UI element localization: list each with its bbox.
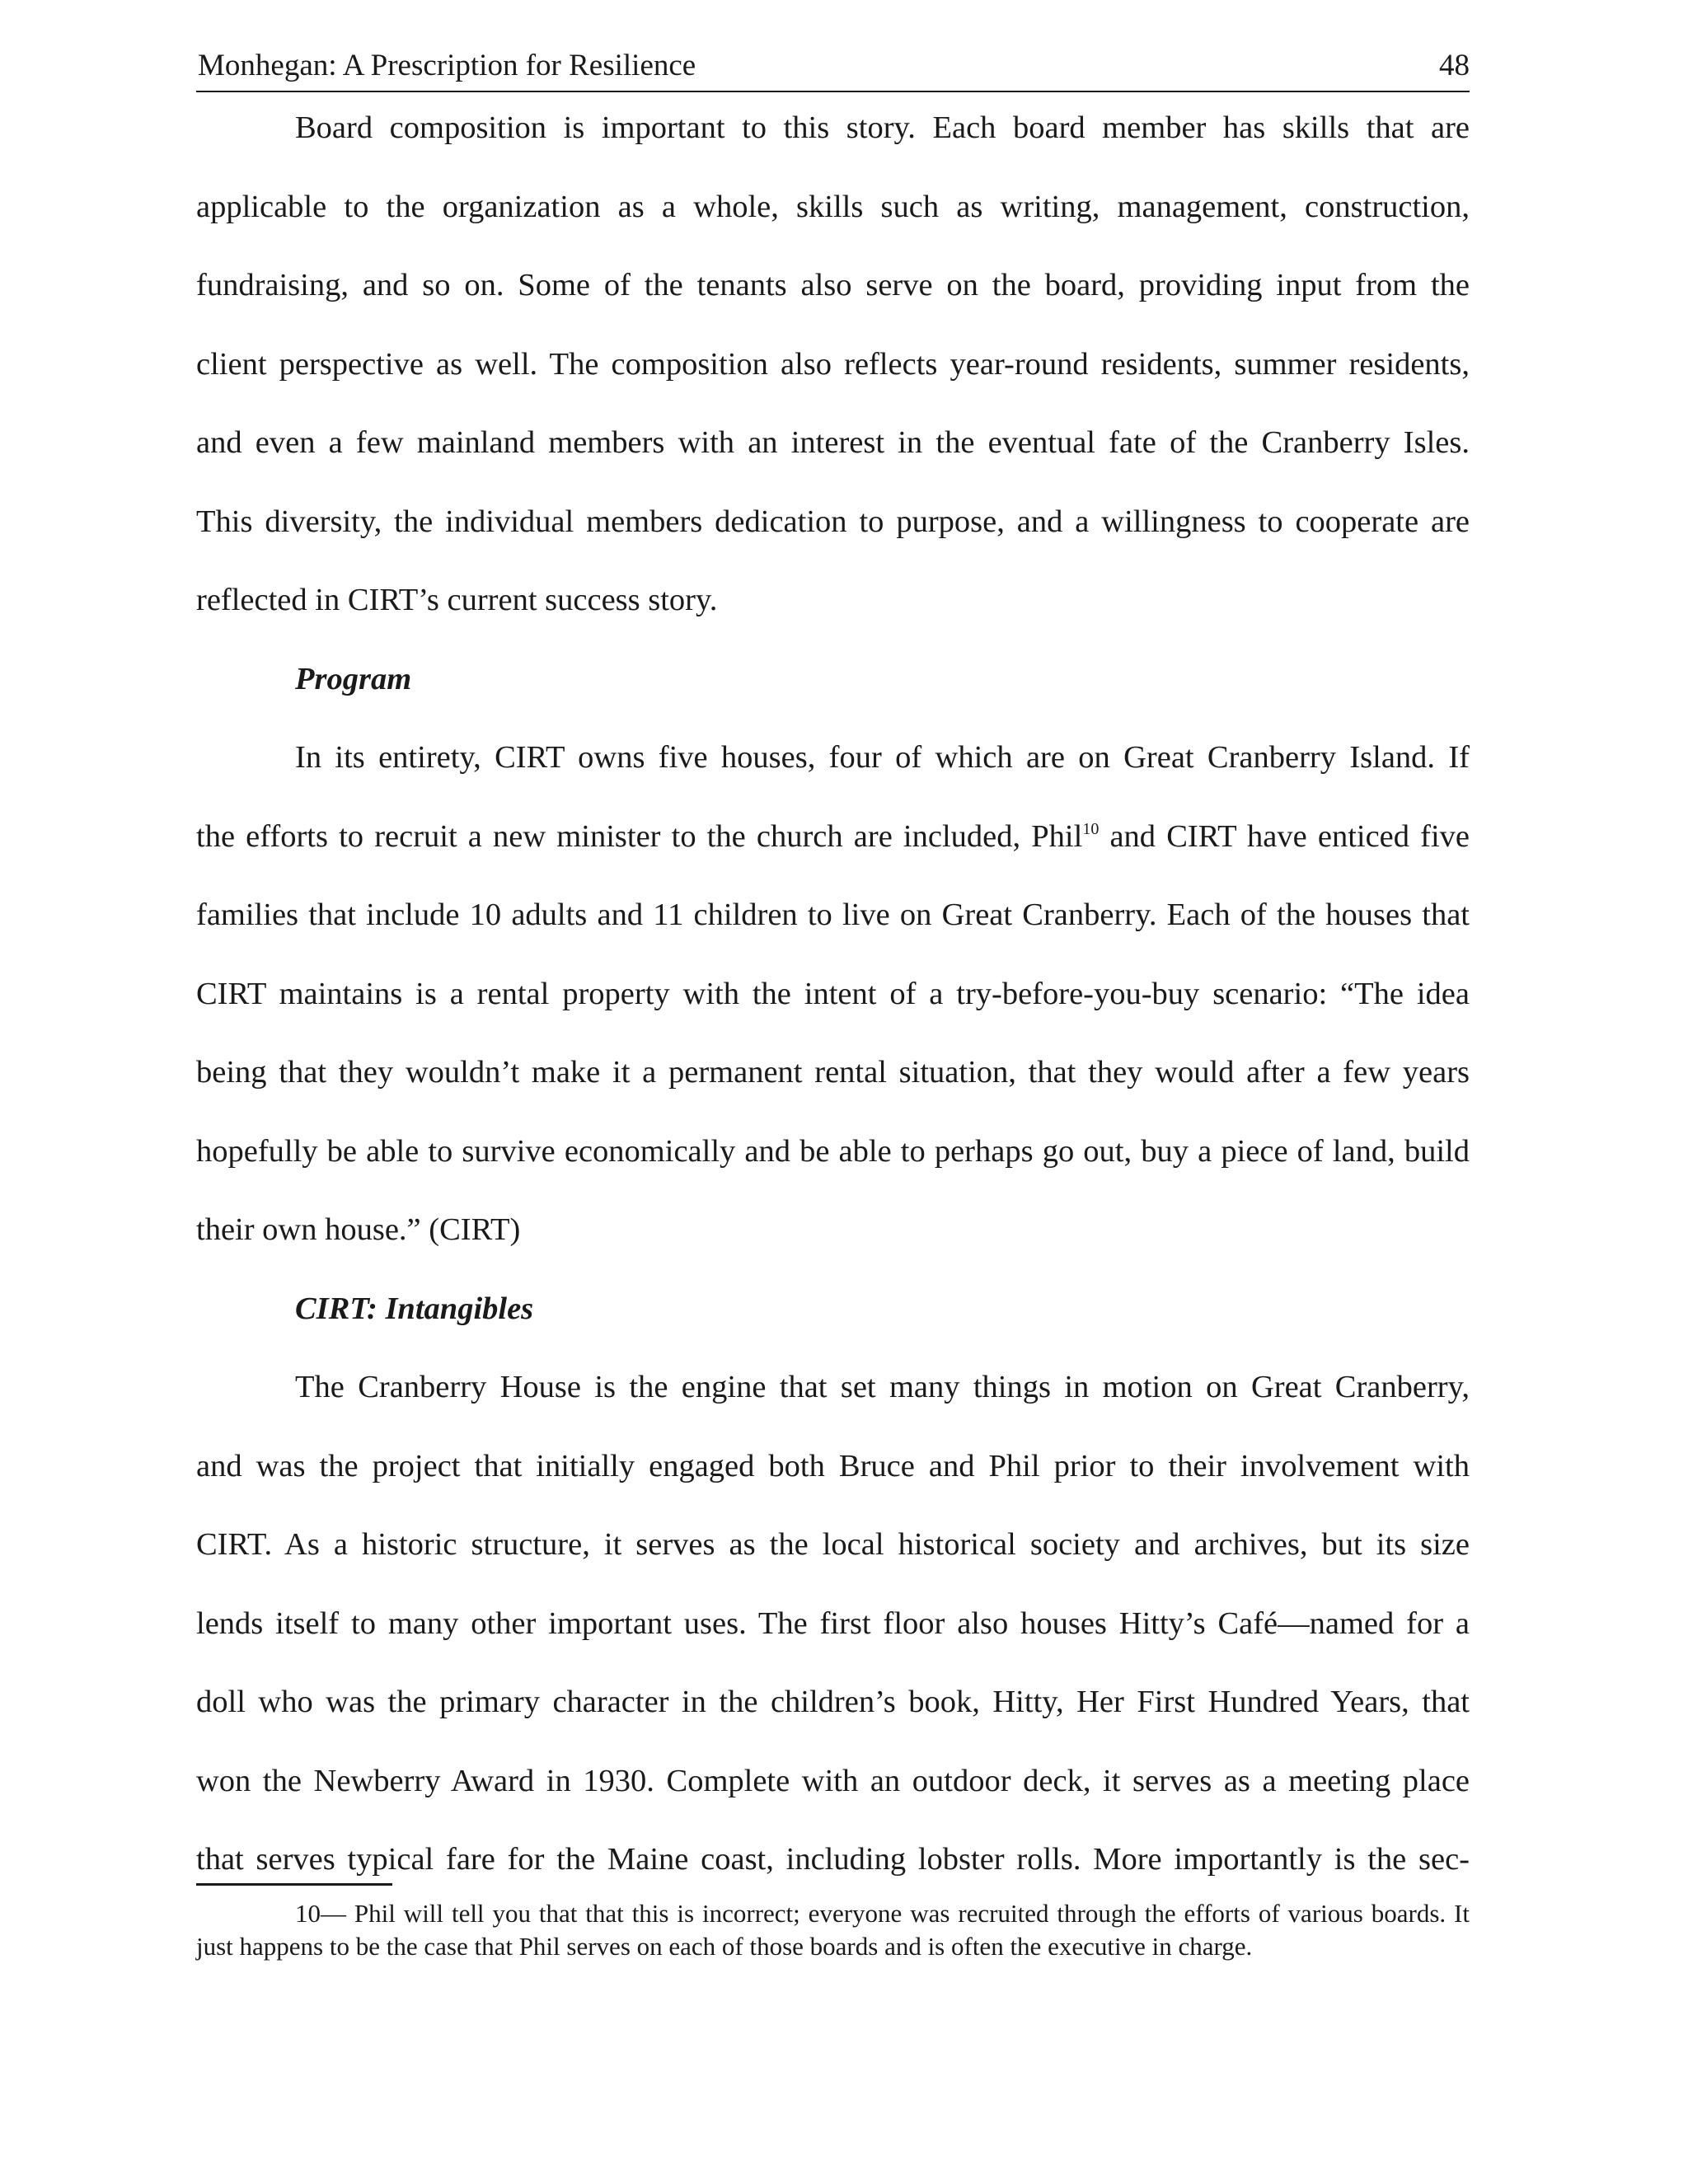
footnote: 10— Phil will tell you that that this is incorrect; everyone was recruited through the efforts of various boards. It just happens to be the case that Phil serves on each of those boards and is often the executive in charge.	[196, 1899, 1470, 1961]
text-fragment: and CIRT have enticed five	[1099, 818, 1470, 854]
text-line: fundraising, and so on. Some of the tenants also serve on the board, providing input from the	[196, 268, 1470, 302]
text-line: doll who was the primary character in the children’s book, Hitty, Her First Hundred Years, that	[196, 1685, 1470, 1719]
footnote-separator	[196, 1883, 392, 1886]
text-line: This diversity, the individual members dedication to purpose, and a willingness to cooperate are	[196, 504, 1470, 539]
paragraph-cranberry-house	[196, 1348, 1470, 1427]
text-line: and was the project that initially engaged both Bruce and Phil prior to their involvement with	[196, 1448, 1470, 1483]
body-text	[196, 89, 1470, 1900]
page-number: 48	[1439, 49, 1470, 82]
text-line: reflected in CIRT’s current success story.	[196, 583, 718, 617]
paragraph-program-end	[196, 1191, 1470, 1270]
text-line: their own house.” (CIRT)	[196, 1212, 521, 1247]
text-line: hopefully be able to survive economically and be able to perhaps go out, buy a piece of land, build	[196, 1133, 1470, 1169]
paragraph-cranberry-house-cont	[196, 1427, 1470, 1900]
text-line: applicable to the organization as a whole, skills such as writing, management, construction,	[196, 189, 1470, 224]
text-line: being that they wouldn’t make it a permanent rental situation, that they would after a few years	[196, 1055, 1470, 1090]
text-fragment: the efforts to recruit a new minister to the church are included, Phil	[196, 818, 1083, 854]
text-line: The Cranberry House is the engine that set many things in motion on Great Cranberry,	[295, 1370, 1470, 1404]
text-line: won the Newberry Award in 1930. Complete with an outdoor deck, it serves as a meeting place	[196, 1763, 1470, 1798]
paragraph-program	[196, 719, 1470, 798]
paragraph-program-line2	[196, 798, 1470, 877]
section-heading-program: Program	[295, 661, 412, 696]
paragraph-board-composition-end	[196, 561, 1470, 640]
text-line: Board composition is important to this story. Each board member has skills that are	[295, 110, 1470, 145]
running-header-title: Monhegan: A Prescription for Resilience	[198, 49, 696, 82]
text-line: CIRT maintains is a rental property with the intent of a try-before-you-buy scenario: “The idea	[196, 976, 1470, 1011]
section-heading-intangibles: CIRT: Intangibles	[295, 1291, 534, 1326]
footnote-reference[interactable]: 10	[1082, 819, 1100, 838]
text-line: In its entirety, CIRT owns five houses, four of which are on Great Cranberry Island. If	[295, 740, 1470, 775]
text-line-with-footnote	[196, 798, 1470, 877]
text-line: families that include 10 adults and 11 children to live on Great Cranberry. Each of the houses that	[196, 898, 1470, 932]
text-line: client perspective as well. The composition also reflects year-round residents, summer residents,	[196, 346, 1470, 382]
text-line: that serves typical fare for the Maine coast, including lobster rolls. More importantly is the sec-	[196, 1842, 1470, 1877]
text-line: and even a few mainland members with an interest in the eventual fate of the Cranberry Isles.	[196, 425, 1470, 460]
text-line: CIRT. As a historic structure, it serves as the local historical society and archives, but its size	[196, 1527, 1470, 1562]
paragraph-board-composition	[196, 89, 1470, 168]
paragraph-program-cont	[196, 876, 1470, 1191]
text-line: lends itself to many other important uses. The first floor also houses Hitty’s Café—named for a	[196, 1605, 1470, 1641]
running-header	[196, 46, 1470, 92]
paragraph-board-composition-cont	[196, 168, 1470, 562]
